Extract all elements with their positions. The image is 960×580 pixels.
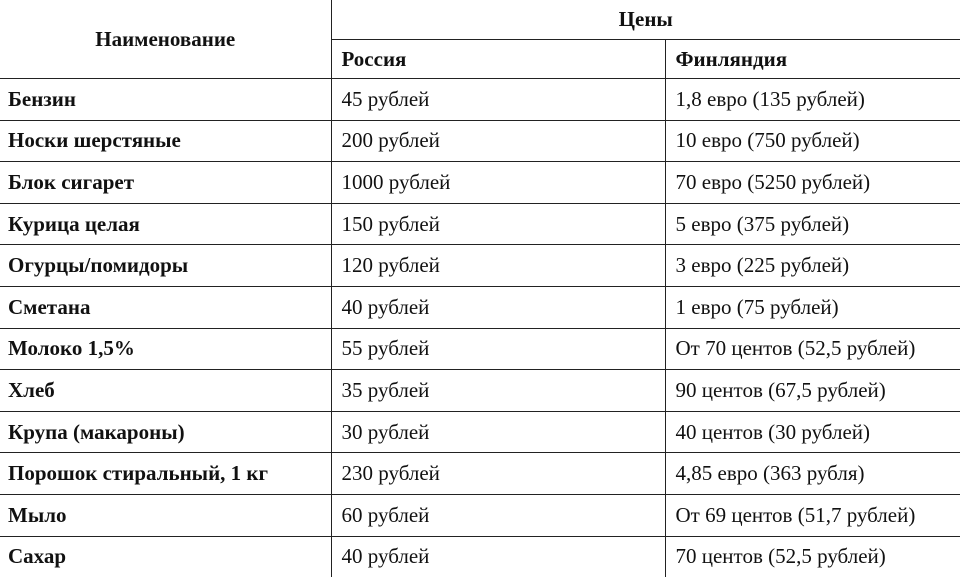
price-finland-cell: 90 центов (67,5 рублей) xyxy=(665,370,960,412)
item-name-cell: Сметана xyxy=(0,286,331,328)
price-russia-cell: 35 рублей xyxy=(331,370,665,412)
table-row xyxy=(0,286,960,328)
table-body xyxy=(0,79,960,578)
price-russia-cell: 55 рублей xyxy=(331,328,665,370)
table-header xyxy=(0,0,960,79)
price-finland-cell: От 69 центов (51,7 рублей) xyxy=(665,494,960,536)
item-name-cell: Молоко 1,5% xyxy=(0,328,331,370)
item-name-cell: Сахар xyxy=(0,536,331,577)
item-name-cell: Мыло xyxy=(0,494,331,536)
item-name-cell: Блок сигарет xyxy=(0,162,331,204)
table-row xyxy=(0,370,960,412)
table-row xyxy=(0,536,960,577)
price-finland-cell: 40 центов (30 рублей) xyxy=(665,411,960,453)
item-name-cell: Носки шерстяные xyxy=(0,120,331,162)
table-row xyxy=(0,245,960,287)
table-row xyxy=(0,120,960,162)
price-finland-cell: 1,8 евро (135 рублей) xyxy=(665,79,960,121)
item-name-cell: Порошок стиральный, 1 кг xyxy=(0,453,331,495)
item-name-cell: Хлеб xyxy=(0,370,331,412)
table-row xyxy=(0,79,960,121)
column-header-name: Наименование xyxy=(0,0,331,79)
price-russia-cell: 40 рублей xyxy=(331,536,665,577)
price-russia-cell: 150 рублей xyxy=(331,203,665,245)
price-russia-cell: 40 рублей xyxy=(331,286,665,328)
column-header-prices: Цены xyxy=(331,0,960,40)
price-finland-cell: От 70 центов (52,5 рублей) xyxy=(665,328,960,370)
table-row xyxy=(0,203,960,245)
item-name-cell: Огурцы/помидоры xyxy=(0,245,331,287)
price-finland-cell: 5 евро (375 рублей) xyxy=(665,203,960,245)
item-name-cell: Курица целая xyxy=(0,203,331,245)
price-finland-cell: 10 евро (750 рублей) xyxy=(665,120,960,162)
price-russia-cell: 30 рублей xyxy=(331,411,665,453)
price-russia-cell: 45 рублей xyxy=(331,79,665,121)
header-row-top xyxy=(0,0,960,40)
price-finland-cell: 1 евро (75 рублей) xyxy=(665,286,960,328)
column-header-russia: Россия xyxy=(331,40,665,79)
price-finland-cell: 70 центов (52,5 рублей) xyxy=(665,536,960,577)
column-header-finland: Финляндия xyxy=(665,40,960,79)
table-row xyxy=(0,411,960,453)
price-finland-cell: 70 евро (5250 рублей) xyxy=(665,162,960,204)
table-row xyxy=(0,162,960,204)
price-finland-cell: 4,85 евро (363 рубля) xyxy=(665,453,960,495)
price-finland-cell: 3 евро (225 рублей) xyxy=(665,245,960,287)
table-row xyxy=(0,328,960,370)
price-russia-cell: 1000 рублей xyxy=(331,162,665,204)
table-row xyxy=(0,453,960,495)
table-row xyxy=(0,494,960,536)
price-russia-cell: 230 рублей xyxy=(331,453,665,495)
price-russia-cell: 120 рублей xyxy=(331,245,665,287)
price-russia-cell: 60 рублей xyxy=(331,494,665,536)
item-name-cell: Бензин xyxy=(0,79,331,121)
item-name-cell: Крупа (макароны) xyxy=(0,411,331,453)
price-russia-cell: 200 рублей xyxy=(331,120,665,162)
